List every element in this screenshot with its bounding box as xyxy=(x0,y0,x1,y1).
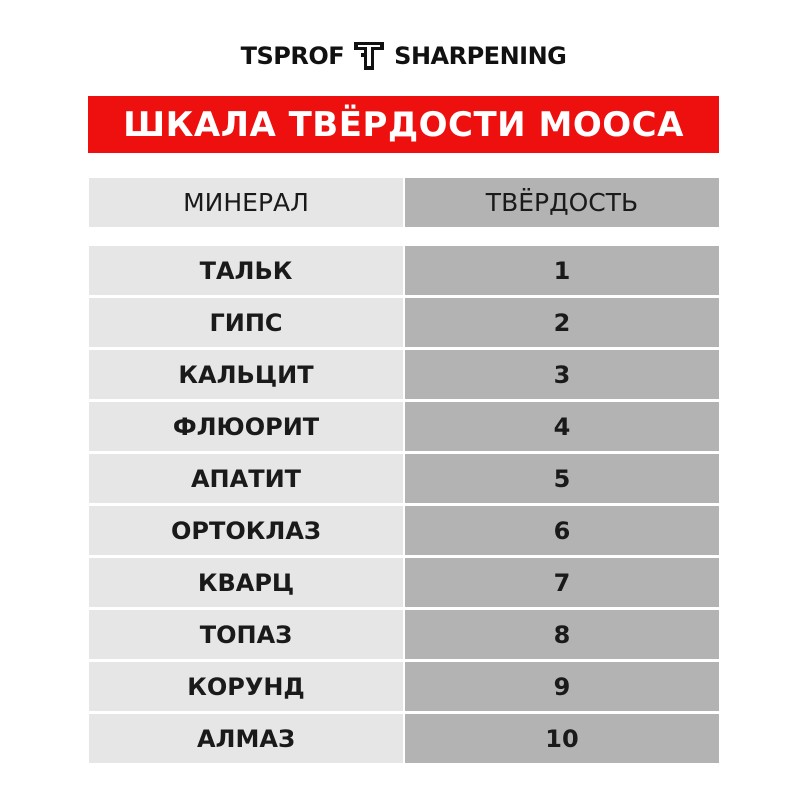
table-row xyxy=(89,246,719,295)
mineral-cell: ТОПАЗ xyxy=(89,610,403,659)
hardness-cell: 9 xyxy=(405,662,719,711)
hardness-cell: 6 xyxy=(405,506,719,555)
title-banner xyxy=(88,96,719,153)
brand-header xyxy=(0,36,807,76)
mineral-cell: КАЛЬЦИТ xyxy=(89,350,403,399)
table-row xyxy=(89,506,719,555)
table-row xyxy=(89,454,719,503)
table-row xyxy=(89,298,719,347)
table-row xyxy=(89,662,719,711)
mineral-cell: АЛМАЗ xyxy=(89,714,403,763)
table-row xyxy=(89,402,719,451)
hardness-cell: 8 xyxy=(405,610,719,659)
table-header-row xyxy=(89,178,719,227)
mineral-cell: ОРТОКЛАЗ xyxy=(89,506,403,555)
column-header-hardness: ТВЁРДОСТЬ xyxy=(405,178,719,227)
hardness-cell: 1 xyxy=(405,246,719,295)
mineral-cell: ФЛЮОРИТ xyxy=(89,402,403,451)
mineral-cell: ГИПС xyxy=(89,298,403,347)
table-row xyxy=(89,350,719,399)
brand-name-left: TSPROF xyxy=(240,42,345,70)
brand-name-right: SHARPENING xyxy=(394,42,567,70)
page-title: ШКАЛА ТВЁРДОСТИ МООСА xyxy=(123,104,684,145)
table-row xyxy=(89,558,719,607)
mineral-cell: КВАРЦ xyxy=(89,558,403,607)
hardness-cell: 2 xyxy=(405,298,719,347)
hardness-cell: 5 xyxy=(405,454,719,503)
hardness-cell: 4 xyxy=(405,402,719,451)
hardness-cell: 7 xyxy=(405,558,719,607)
column-header-mineral: МИНЕРАЛ xyxy=(89,178,403,227)
mineral-cell: КОРУНД xyxy=(89,662,403,711)
table-row xyxy=(89,714,719,763)
mineral-cell: АПАТИТ xyxy=(89,454,403,503)
hardness-cell: 3 xyxy=(405,350,719,399)
tsprof-logo-icon xyxy=(352,39,386,73)
table-row xyxy=(89,610,719,659)
hardness-cell: 10 xyxy=(405,714,719,763)
mineral-cell: ТАЛЬК xyxy=(89,246,403,295)
